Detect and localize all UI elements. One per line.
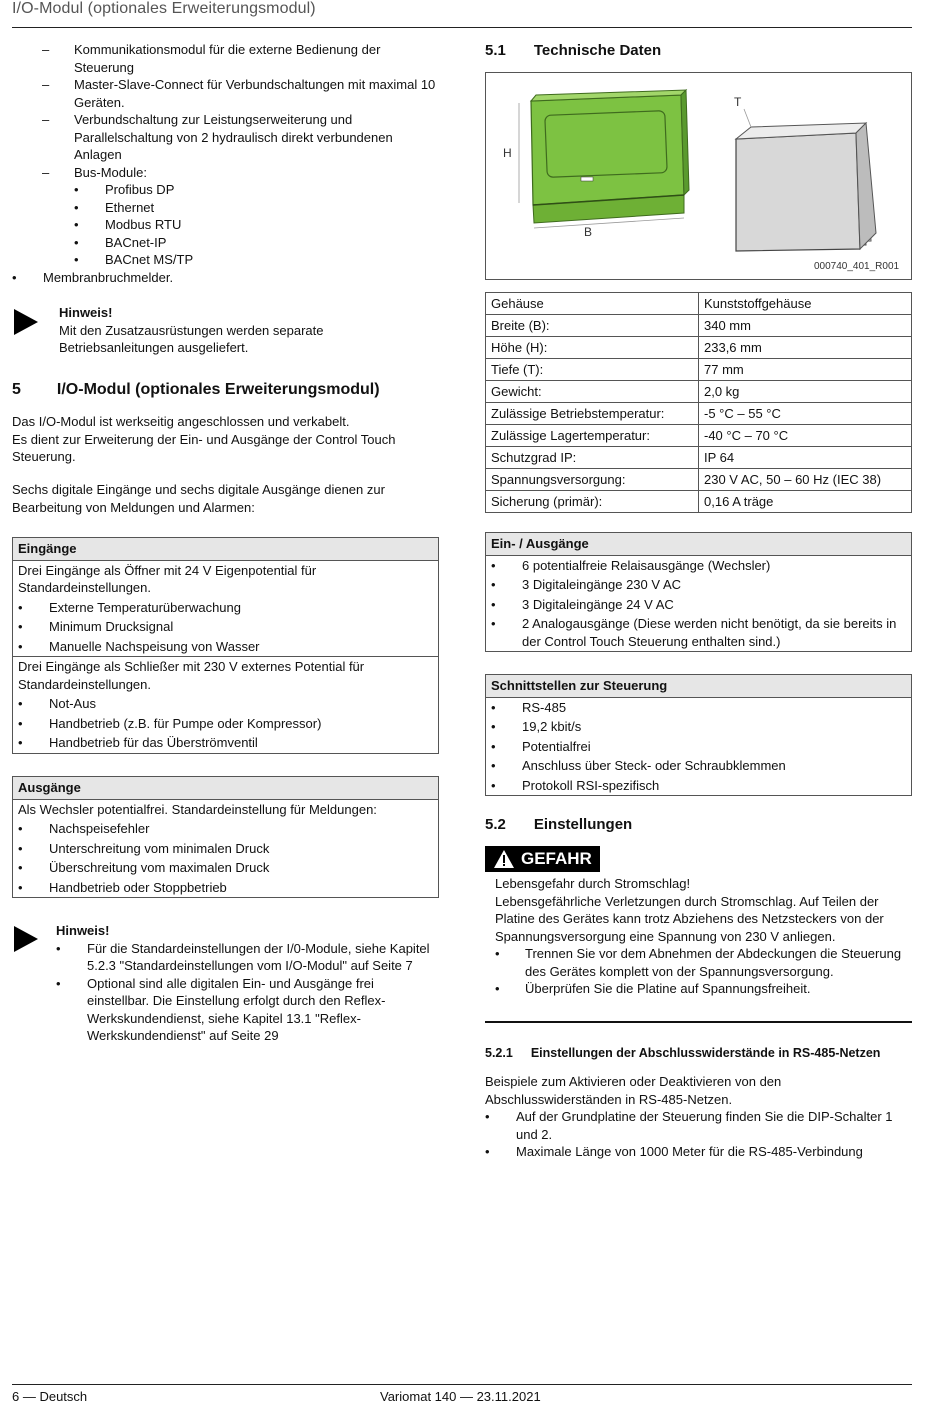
- list-item: • 6 potentialfreie Relaisausgänge (Wechsler): [491, 557, 771, 573]
- list-item: • Not-Aus: [18, 696, 96, 711]
- section-5-para: Sechs digitale Eingänge und sechs digitale Ausgänge dienen zur Bearbeitung von Meldungen und Alarmen:: [12, 482, 385, 515]
- box-title: Ein- / Ausgänge: [486, 533, 911, 556]
- danger-text: Lebensgefahr durch Stromschlag! Lebensgefährliche Verletzungen durch Stromschlag. Auf Teilen der Platine des Gerätes kann trotz Abziehens des Netzsteckers von der Spannungsversorgung eine Spannung von 230 V anliegen. • Trennen Sie vor dem Abnehmen der Abdeckungen die Steuerung des Gerätes komplett von der Spannungsversorgung. • Überprüfen Sie die Platine auf Spannungsfreiheit.: [495, 875, 905, 998]
- section-title: I/O-Modul (optionales Erweiterungsmodul): [56, 381, 380, 398]
- table-row: Schutzgrad IP: IP 64: [486, 447, 912, 469]
- label-t: T: [734, 95, 742, 109]
- label-h: H: [503, 146, 512, 160]
- inputs-box: Eingänge Drei Eingänge als Öffner mit 24 V Eigenpotential für Standardeinstellungen. • Externe Temperaturüberwachung • Minimum Drucksignal • Manuelle Nachspeisung von Wasser Drei Eingänge als Schließer mit 230 V externes Potential für Standardeinstellungen. • Not-Aus • Handbetrieb (z.B. für Pumpe oder Kompressor) • Handbetrieb für das Überströmventil: [12, 537, 439, 754]
- note-arrow-icon: [14, 309, 38, 335]
- device-illustration: [486, 73, 911, 279]
- box-title: Schnittstellen zur Steuerung: [486, 675, 911, 698]
- note-title: Hinweis!: [56, 923, 110, 938]
- danger-label: GEFAHR: [485, 846, 600, 874]
- left-column: [12, 41, 440, 286]
- list-item: • 3 Digitaleingänge 24 V AC: [491, 596, 674, 612]
- list-item: • BACnet MS/TP: [74, 252, 194, 267]
- footer-doc: Variomat 140 — 23.11.2021: [380, 1389, 541, 1403]
- grey-module-face: [736, 133, 860, 251]
- list-item: • Maximale Länge von 1000 Meter für die RS-485-Verbindung: [485, 1144, 863, 1159]
- list-item: • Optional sind alle digitalen Ein- und Ausgänge frei einstellbar. Die Einstellung erfolgt durch den Reflex-Werkskundendienst, siehe Kapitel 13.1 "Reflex-Werkskundendienst" auf Seite 29: [56, 975, 386, 1043]
- list-item: • Überprüfen Sie die Platine auf Spannungsfreiheit.: [495, 981, 811, 996]
- table-row: Spannungsversorgung: 230 V AC, 50 – 60 Hz (IEC 38): [486, 469, 912, 491]
- list-item: • Protokoll RSI-spezifisch: [491, 777, 660, 793]
- list-item: • Handbetrieb für das Überströmventil: [18, 735, 258, 750]
- running-head: I/O-Modul (optionales Erweiterungsmodul): [12, 0, 316, 17]
- io-box: [485, 532, 912, 652]
- box-title: Eingänge: [13, 538, 438, 561]
- outputs-box: Ausgänge Als Wechsler potentialfrei. Standardeinstellung für Meldungen: • Nachspeisefehler • Unterschreitung vom minimalen Druck • Überschreitung vom maximalen Druck • Handbetrieb oder Stoppbetrieb: [12, 776, 439, 898]
- section-5-heading: 5 I/O-Modul (optionales Erweiterungsmodul): [12, 381, 380, 398]
- label-b: B: [584, 225, 593, 239]
- list-item: – Bus-Module:: [42, 164, 147, 180]
- list-item: • Überschreitung vom maximalen Druck: [18, 860, 270, 875]
- table-row: Tiefe (T): 77 mm: [486, 359, 912, 381]
- list-item: • 19,2 kbit/s: [491, 719, 582, 734]
- warning-icon: [493, 849, 515, 869]
- list-item: – Master-Slave-Connect für Verbundschaltungen mit maximal 10 Geräten.: [42, 77, 436, 110]
- table-row: Höhe (H): 233,6 mm: [486, 337, 912, 359]
- list-item: • Nachspeisefehler: [18, 821, 150, 836]
- list-item: • Ethernet: [74, 199, 155, 215]
- table-row: Breite (B): 340 mm: [486, 315, 912, 337]
- section-5-2-1-body: Beispiele zum Aktivieren oder Deaktivieren von den Abschlusswiderständen in RS-485-Netzen. • Auf der Grundplatine der Steuerung finden Sie die DIP-Schalter 1 und 2. • Maximale Länge von 1000 Meter für die RS-485-Verbindung: [485, 1073, 895, 1161]
- table-row: Zulässige Lagertemperatur: -40 °C – 70 °C: [486, 425, 912, 447]
- list-item: – Kommunikationsmodul für die externe Bedienung der Steuerung: [42, 42, 381, 75]
- note-box: [56, 922, 431, 1045]
- list-item: • Auf der Grundplatine der Steuerung finden Sie die DIP-Schalter 1 und 2.: [485, 1109, 893, 1142]
- box-title: Ausgänge: [13, 777, 438, 800]
- footer-page: 6 — Deutsch: [12, 1389, 88, 1403]
- table-row: Gewicht: 2,0 kg: [486, 381, 912, 403]
- section-5-2-1-heading: 5.2.1 Einstellungen der Abschlusswiderstände in RS-485-Netzen: [485, 1046, 881, 1060]
- spec-table: [485, 292, 912, 513]
- note-title: Hinweis!: [59, 305, 113, 320]
- footer-rule: [12, 1384, 912, 1385]
- table-row: Sicherung (primär): 0,16 A träge: [486, 491, 912, 513]
- list-item: • Modbus RTU: [74, 217, 182, 232]
- list-item: • BACnet-IP: [74, 234, 167, 250]
- list-item: – Verbundschaltung zur Leistungserweiterung und Parallelschaltung von 2 hydraulisch direkt verbundenen Anlagen: [42, 112, 393, 162]
- list-item: • Manuelle Nachspeisung von Wasser: [18, 638, 260, 654]
- note-arrow-icon: [14, 926, 38, 952]
- list-item: • RS-485: [491, 699, 567, 715]
- section-5-2-heading: 5.2 Einstellungen: [485, 816, 633, 833]
- list-item: • Externe Temperaturüberwachung: [18, 599, 241, 615]
- list-item: • Für die Standardeinstellungen der I/0-Module, siehe Kapitel 5.2.3 "Standardeinstellungen vom I/O-Modul" auf Seite 7: [56, 940, 430, 973]
- list-item: • Trennen Sie vor dem Abnehmen der Abdeckungen die Steuerung des Gerätes komplett von der Spannungsversorgung.: [495, 946, 902, 979]
- note-text: Mit den Zusatzausrüstungen werden separate Betriebsanleitungen ausgeliefert.: [59, 322, 324, 355]
- interface-box: [485, 674, 912, 796]
- list-item: • 3 Digitaleingänge 230 V AC: [491, 577, 682, 592]
- header-rule: [12, 27, 912, 28]
- section-5-intro: Das I/O-Modul ist werkseitig angeschlossen und verkabelt. Es dient zur Erweiterung der Ein- und Ausgänge der Control Touch Steuerung.: [12, 414, 396, 464]
- list-item: • Anschluss über Steck- oder Schraubklemmen: [491, 758, 786, 773]
- note-box: [59, 304, 429, 357]
- list-item: • Potentialfrei: [491, 738, 591, 754]
- dash-list: [12, 41, 440, 286]
- section-5-1-heading: 5.1 Technische Daten: [485, 42, 662, 59]
- list-item: • Minimum Drucksignal: [18, 619, 174, 634]
- device-figure: [485, 72, 912, 280]
- list-item: • Profibus DP: [74, 182, 175, 197]
- table-row: Gehäuse Kunststoffgehäuse: [486, 293, 912, 315]
- figure-caption: 000740_401_R001: [814, 261, 900, 272]
- table-row: Zulässige Betriebstemperatur: -5 °C – 55 °C: [486, 403, 912, 425]
- danger-rule: [485, 1021, 912, 1023]
- list-item: • Handbetrieb oder Stoppbetrieb: [18, 879, 227, 895]
- list-item: • Handbetrieb (z.B. für Pumpe oder Kompressor): [18, 715, 322, 731]
- list-item: • 2 Analogausgänge (Diese werden nicht benötigt, da sie bereits in der Control Touch Steuerung enthalten sind.): [491, 616, 897, 649]
- list-item: • Membranbruchmelder.: [12, 269, 174, 285]
- list-item: • Unterschreitung vom minimalen Druck: [18, 840, 270, 856]
